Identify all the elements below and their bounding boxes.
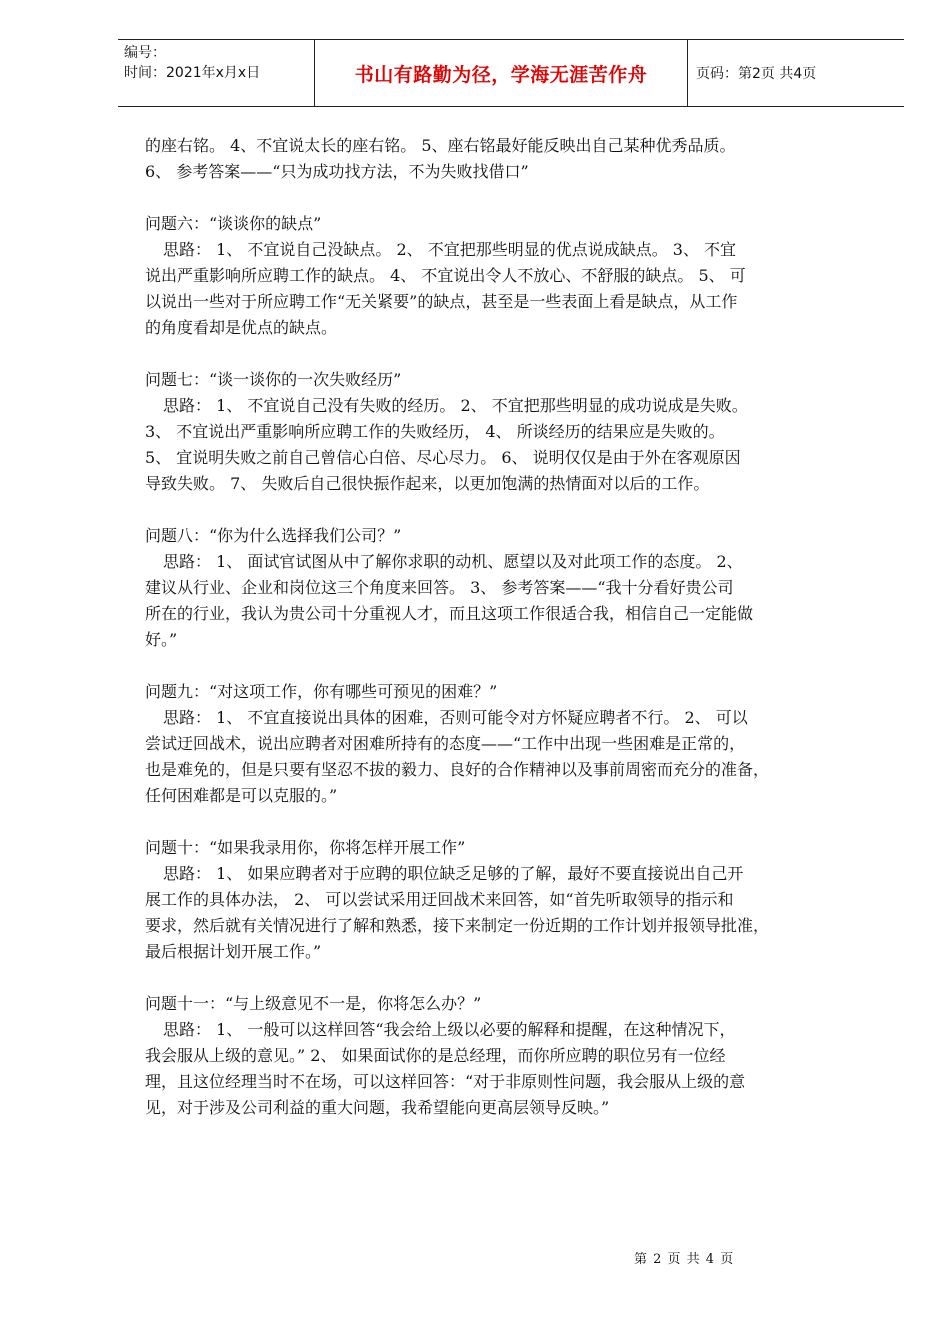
paragraph-line: 任何困难都是可以克服的。” [145, 786, 338, 805]
paragraph-line: 说出严重影响所应聘工作的缺点。 4、 不宜说出令人不放心、不舒服的缺点。 5、 可 [145, 266, 746, 285]
paragraph-line: 尝试迂回战术，说出应聘者对困难所持有的态度——“工作中出现一些困难是正常的， [145, 734, 746, 753]
paragraph-line: 以说出一些对于所应聘工作“无关紧要”的缺点，甚至是一些表面上看是缺点，从工作 [145, 292, 738, 311]
question-title: 问题八：“你为什么选择我们公司？” [145, 526, 402, 545]
paragraph-line: 思路： 1、 如果应聘者对于应聘的职位缺乏足够的了解，最好不要直接说出自己开 [163, 864, 744, 883]
paragraph-line: 思路： 1、 一般可以这样回答“我会给上级以必要的解释和提醒，在这种情况下， [163, 1020, 736, 1039]
paragraph-line: 思路： 1、 面试官试图从中了解你求职的动机、愿望以及对此项工作的态度。 2、 [163, 552, 743, 571]
paragraph-line: 的角度看却是优点的缺点。 [145, 318, 338, 337]
question-title: 问题十：“如果我录用你，你将怎样开展工作” [145, 838, 466, 857]
paragraph-line: 导致失败。 7、 失败后自己很快振作起来，以更加饱满的热情面对以后的工作。 [145, 474, 710, 493]
question-title: 问题九：“对这项工作，你有哪些可预见的困难？” [145, 682, 498, 701]
header-motto: 书山有路勤为径，学海无涯苦作舟 [315, 40, 688, 106]
question-title: 问题十一：“与上级意见不一是，你将怎么办？” [145, 994, 482, 1013]
paragraph-line: 所在的行业，我认为贵公司十分重视人才，而且这项工作很适合我，相信自己一定能做 [145, 604, 754, 623]
page-footer: 第 2 页 共 4 页 [634, 1252, 735, 1267]
paragraph-line: 的座右铭。 4、不宜说太长的座右铭。 5、座右铭最好能反映出自己某种优秀品质。 [145, 136, 736, 155]
paragraph-line: 理，且这位经理当时不在场，可以这样回答：“对于非原则性问题，我会服从上级的意 [145, 1072, 746, 1091]
header-page-label: 页码：第2页 共4页 [696, 66, 817, 82]
paragraph-line: 也是难免的，但是只要有坚忍不拔的毅力、良好的合作精神以及事前周密而充分的准备， [145, 760, 770, 779]
paragraph-line: 5、 宜说明失败之前自己曾信心白倍、尽心尽力。 6、 说明仅仅是由于外在客观原因 [145, 448, 741, 467]
paragraph-line: 好。” [145, 630, 178, 649]
paragraph-line: 思路： 1、 不宜说自己没缺点。 2、 不宜把那些明显的优点说成缺点。 3、 不宜 [163, 240, 737, 259]
question-title: 问题六：“谈谈你的缺点” [145, 214, 322, 233]
document-header [118, 39, 904, 107]
paragraph-line: 要求，然后就有关情况进行了解和熟悉，接下来制定一份近期的工作计划并报领导批准， [145, 916, 770, 935]
paragraph-line: 最后根据计划开展工作。” [145, 942, 322, 961]
paragraph-line: 见，对于涉及公司利益的重大问题，我希望能向更高层领导反映。” [145, 1098, 610, 1117]
time-label: 时间：2021年x月x日 [124, 65, 261, 81]
paragraph-line: 我会服从上级的意见。” 2、 如果面试你的是总经理，而你所应聘的职位另有一位经 [145, 1046, 726, 1065]
paragraph-line: 思路： 1、 不宜直接说出具体的困难，否则可能令对方怀疑应聘者不行。 2、 可以 [163, 708, 748, 727]
paragraph-line: 思路： 1、 不宜说自己没有失败的经历。 2、 不宜把那些明显的成功说成是失败。 [163, 396, 748, 415]
code-label: 编号： [124, 45, 166, 61]
question-title: 问题七：“谈一谈你的一次失败经历” [145, 370, 402, 389]
header-meta [118, 40, 315, 106]
paragraph-line: 建议从行业、企业和岗位这三个角度来回答。 3、 参考答案——“我十分看好贵公司 [145, 578, 734, 597]
paragraph-line: 展工作的具体办法， 2、 可以尝试采用迂回战术来回答，如“首先听取领导的指示和 [145, 890, 734, 909]
paragraph-line: 6、 参考答案——“只为成功找方法，不为失败找借口” [145, 162, 529, 181]
document-body [145, 133, 885, 1121]
paragraph-line: 3、 不宜说出严重影响所应聘工作的失败经历， 4、 所谈经历的结果应是失败的。 [145, 422, 725, 441]
